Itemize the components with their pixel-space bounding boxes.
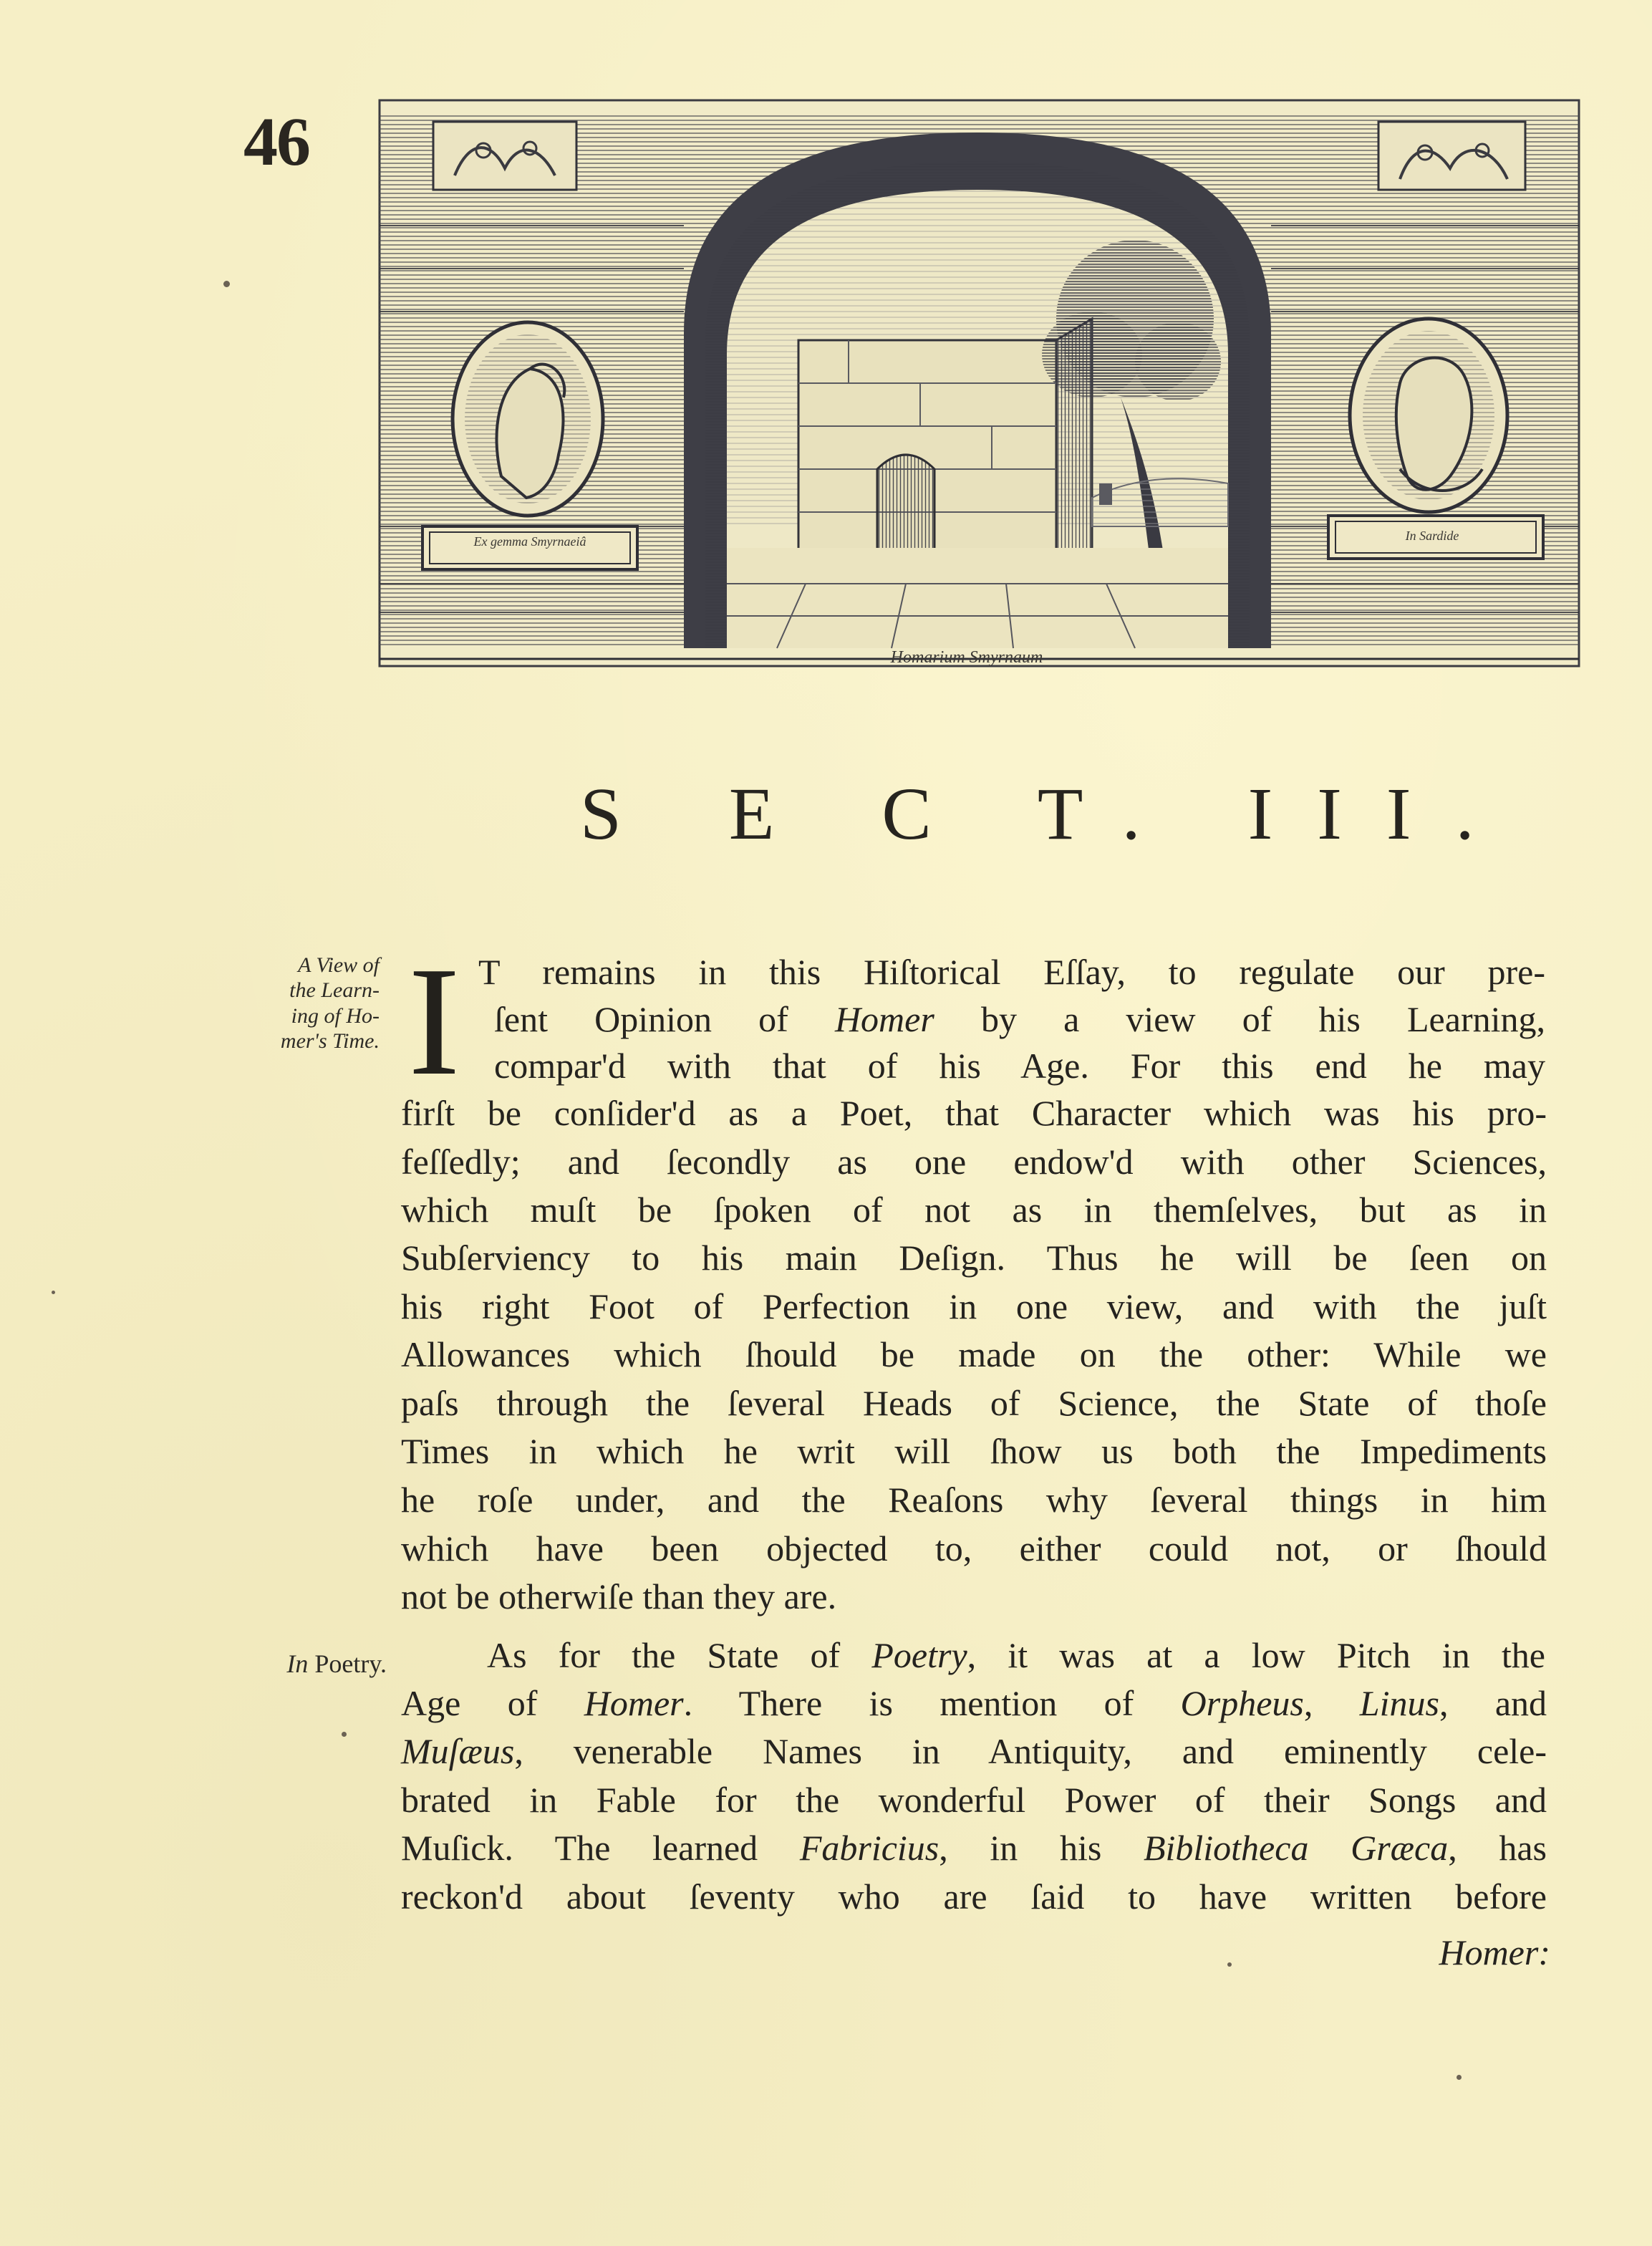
right-plaque-inscription: In Sardide [1405,529,1459,543]
section-heading: S E C T. III. [580,773,1519,855]
body-line: feſſedly; and ſecondly as one endow'd with other Sciences, [401,1142,1547,1182]
body-line: Allowances which ſhould be made on the other: While we [401,1334,1547,1374]
marginal-note-line: the Learn- [289,978,380,1003]
engraving-illustration [376,97,1583,670]
body-line: which muſt be ſpoken of not as in themſelves, but as in [401,1190,1547,1230]
paper-speck [342,1732,347,1737]
marginal-note-learning [208,953,380,1054]
body-line: Subſerviency to his main Deſign. Thus he will be ſeen on [401,1238,1547,1278]
left-plaque-inscription: Ex gemma Smyrnaeiâ [473,534,586,549]
paper-speck [223,281,230,287]
marginal-note-line: ing of Ho- [291,1003,380,1028]
body-line: reckon'd about ſeventy who are ſaid to have written before [401,1876,1547,1917]
body-line: T remains in this Hiſtorical Eſſay, to regulate our pre- [478,952,1545,992]
marginal-note-poetry-word: Poetry. [314,1649,387,1678]
body-line: he roſe under, and the Reaſons why ſeveral things in him [401,1480,1547,1520]
body-line: As for the State of Poetry, it was at a low Pitch in the [487,1635,1546,1675]
marginal-note-line: A View of [298,953,380,977]
body-line: not be otherwiſe than they are. [401,1576,837,1616]
paper-speck [1227,1962,1232,1967]
engraving-caption: Homarium Smyrnaum [890,648,1043,667]
paper-speck [52,1291,55,1294]
body-line: his right Foot of Perfection in one view, and with the juſt [401,1286,1547,1326]
paper-speck [1457,2075,1462,2080]
body-line: Muſæus, venerable Names in Antiquity, and eminently cele- [401,1731,1547,1771]
body-line: compar'd with that of his Age. For this end he may [494,1046,1545,1086]
body-line: Age of Homer. There is mention of Orpheus, Linus, and [401,1683,1547,1723]
body-line: which have been objected to, either could not, or ſhould [401,1528,1547,1568]
body-line: brated in Fable for the wonderful Power of their Songs and [401,1780,1547,1820]
body-line: firſt be conſider'd as a Poet, that Character which was his pro- [401,1093,1547,1133]
catchword: Homer: [1439,1932,1550,1972]
marginal-note-poetry-prefix: In [286,1649,309,1678]
body-line: paſs through the ſeveral Heads of Science, the State of thoſe [401,1383,1547,1423]
marginal-note-poetry [229,1649,387,1679]
body-line: ſent Opinion of Homer by a view of his Learning, [494,999,1545,1039]
page-number: 46 [243,103,309,180]
body-line: Muſick. The learned Fabricius, in his Bibliotheca Græca, has [401,1828,1547,1868]
marginal-note-line: mer's Time. [280,1029,380,1054]
body-line: Times in which he writ will ſhow us both the Impediments [401,1431,1547,1471]
drop-cap: I [408,935,460,1108]
